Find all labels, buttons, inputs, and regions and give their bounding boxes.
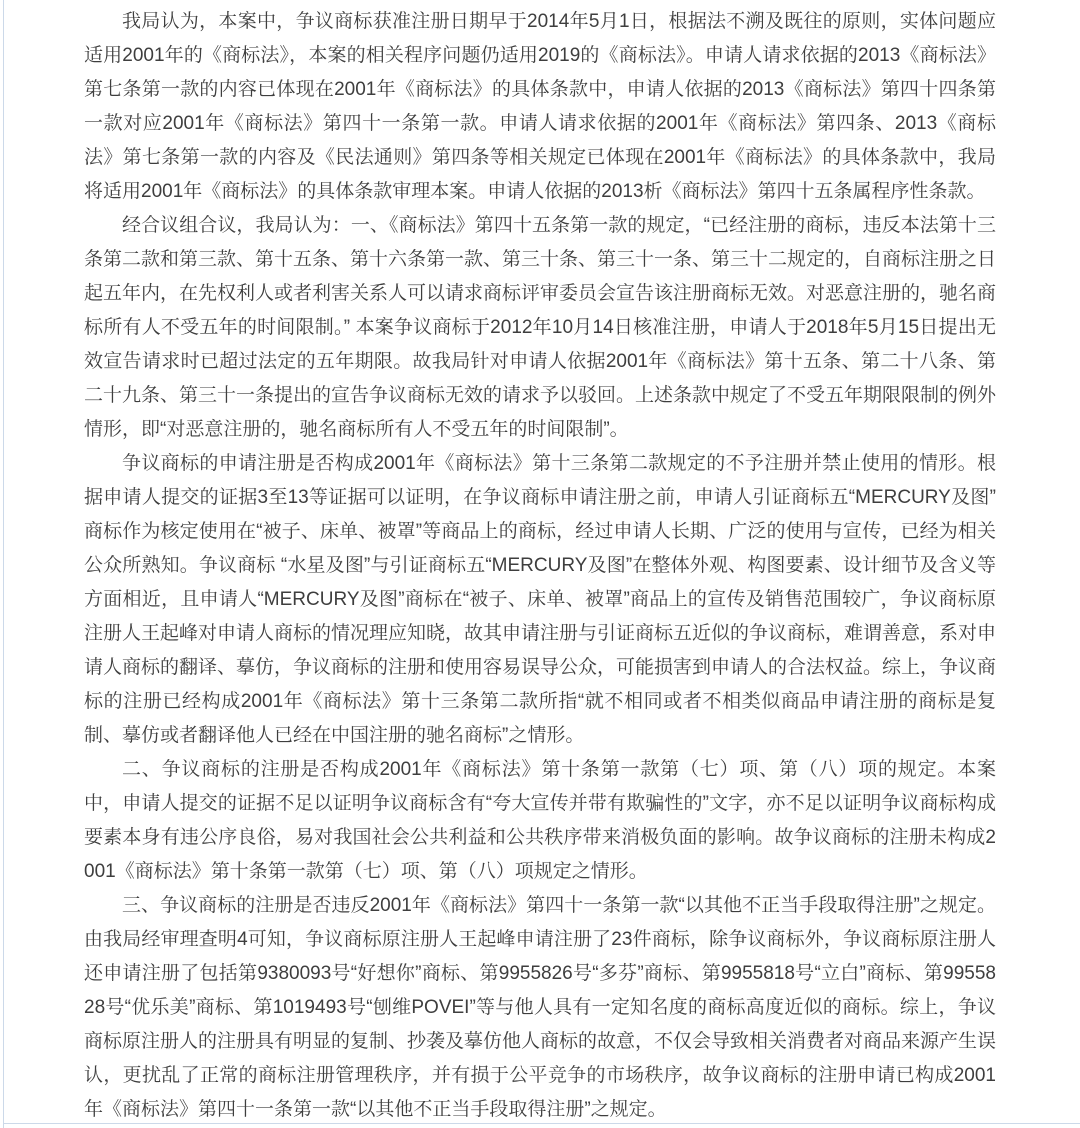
paragraph-article-45-five-year-limit: 经合议组合议，我局认为：一、《商标法》第四十五条第一款的规定，“已经注册的商标，违反本法第十三条第二款和第三款、第十五条、第十六条第一款、第三十条、第三十一条、第三十二规定的，自商标注册之日起五年内，在先权利人或者利害关系人可以请求商标评审委员会宣告该注册商标无效。对恶意注册的，驰名商标所有人不受五年的时间限制。” 本案争议商标于2012年10月14日核准注册，申请人于2018年5月15日提出无效宣告请求时已超过法定的五年期限。故我局针对申请人依据2001年《商标法》第十五条、第二十八条、第二十九条、第三十一条提出的宣告争议商标无效的请求予以驳回。上述条款中规定了不受五年期限限制的例外情形，即“对恶意注册的，驰名商标所有人不受五年的时间限制”。: [84, 215, 997, 440]
paragraph-applicable-law: 我局认为，本案中，争议商标获准注册日期早于2014年5月1日，根据法不溯及既往的原则，实体问题应适用2001年的《商标法》，本案的相关程序问题仍适用2019的《商标法》。申请人请求依据的2013《商标法》第七条第一款的内容已体现在2001年《商标法》的具体条款中，申请人依据的2013《商标法》第四十四条第一款对应2001年《商标法》第四十一条第一款。申请人请求依据的2001年《商标法》第四条、2013《商标法》第七条第一款的内容及《民法通则》第四条等相关规定已体现在2001年《商标法》的具体条款中，我局将适用2001年《商标法》的具体条款审理本案。申请人依据的2013析《商标法》第四十五条属程序性条款。: [84, 11, 996, 202]
ruling-text-body: [84, 5, 996, 1127]
paragraph-article-41-improper-means: 三、争议商标的注册是否违反2001年《商标法》第四十一条第一款“以其他不正当手段取得注册”之规定。由我局经审理查明4可知，争议商标原注册人王起峰申请注册了23件商标，除争议商标外，争议商标原注册人还申请注册了包括第9380093号“好想你”商标、第9955826号“多芬”商标、第9955818号“立白”商标、第9955828号“优乐美”商标、第1019493号“刨维POVEI”等与他人具有一定知名度的商标高度近似的商标。综上，争议商标原注册人的注册具有明显的复制、抄袭及摹仿他人商标的故意，不仅会导致相关消费者对商品来源产生误认，更扰乱了正常的商标注册管理秩序，并有损于公平竞争的市场秩序，故争议商标的注册申请已构成2001年《商标法》第四十一条第一款“以其他不正当手段取得注册”之规定。: [84, 895, 997, 1120]
page-left-border: [3, 0, 4, 1128]
paragraph-article-10-items-7-8: 二、争议商标的注册是否构成2001年《商标法》第十条第一款第（七）项、第（八）项的规定。本案中，申请人提交的证据不足以证明争议商标含有“夸大宣传并带有欺骗性的”文字，亦不足以证明争议商标构成要素本身有违公序良俗，易对我国社会公共利益和公共秩序带来消极负面的影响。故争议商标的注册未构成2001《商标法》第十条第一款第（七）项、第（八）项规定之情形。: [84, 759, 996, 882]
paragraph-article-13-well-known-mark: 争议商标的申请注册是否构成2001年《商标法》第十三条第二款规定的不予注册并禁止使用的情形。根据申请人提交的证据3至13等证据可以证明，在争议商标申请注册之前，申请人引证商标五“MERCURY及图”商标作为核定使用在“被子、床单、被罩”等商品上的商标，经过申请人长期、广泛的使用与宣传，已经为相关公众所熟知。争议商标 “水星及图”与引证商标五“MERCURY及图”在整体外观、构图要素、设计细节及含义等方面相近，且申请人“MERCURY及图”商标在“被子、床单、被罩”商品上的宣传及销售范围较广，争议商标原注册人王起峰对申请人商标的情况理应知晓，故其申请注册与引证商标五近似的争议商标，难谓善意，系对申请人商标的翻译、摹仿，争议商标的注册和使用容易误导公众，可能损害到申请人的合法权益。综上，争议商标的注册已经构成2001年《商标法》第十三条第二款所指“就不相同或者不相类似商品申请注册的商标是复制、摹仿或者翻译他人已经在中国注册的驰名商标”之情形。: [84, 453, 997, 746]
